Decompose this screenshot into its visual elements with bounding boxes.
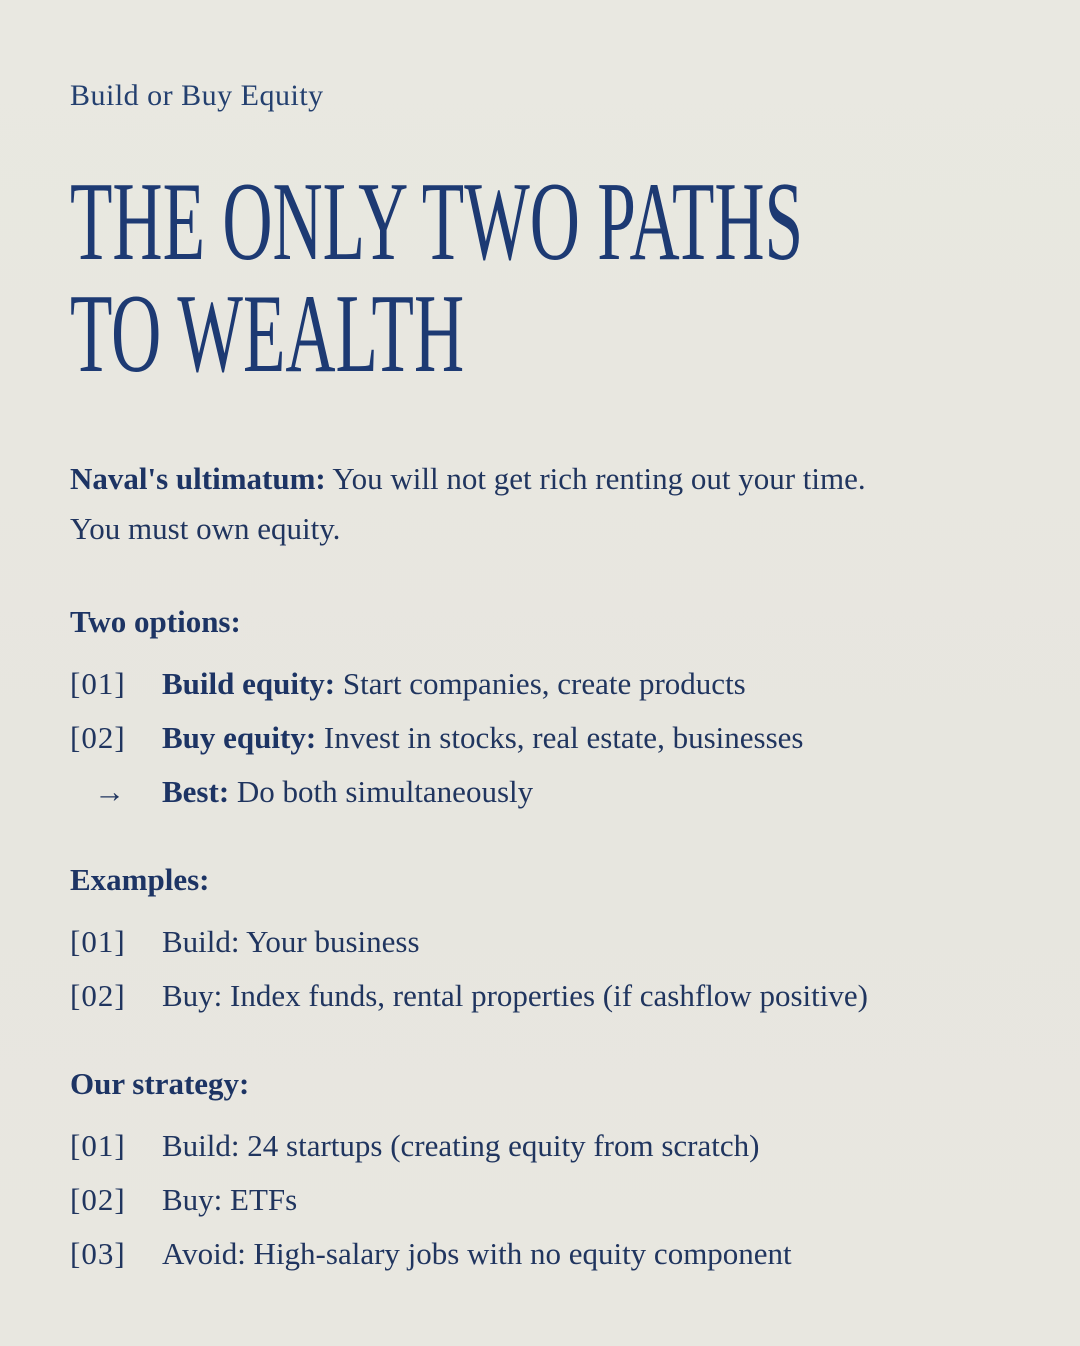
item-marker: [01]	[70, 1128, 126, 1163]
intro-text-line-1: You will not get rich renting out your time.	[325, 461, 866, 496]
item-marker: [02]	[70, 720, 126, 755]
section-our-strategy	[70, 1064, 1020, 1274]
list-item	[70, 1180, 1020, 1220]
arrow-right-icon: →	[94, 774, 125, 809]
intro-lead-in: Naval's ultimatum:	[70, 461, 326, 496]
item-marker: [03]	[70, 1236, 126, 1271]
title-line-1: THE ONLY TWO PATHS	[70, 160, 804, 284]
list-item	[70, 772, 1020, 812]
list-item	[70, 922, 1020, 962]
section-examples	[70, 860, 1020, 1016]
item-body: Buy: ETFs	[162, 1182, 298, 1217]
list-item	[70, 1234, 1020, 1274]
item-marker: [01]	[70, 666, 126, 701]
section-two-options	[70, 602, 1020, 812]
item-text	[162, 1234, 792, 1274]
title-line-2: TO WEALTH	[70, 272, 465, 396]
list-item	[70, 976, 1020, 1016]
item-text	[162, 976, 868, 1016]
item-lead-in: Buy equity:	[162, 720, 317, 755]
item-text	[162, 1126, 759, 1166]
intro-text-line-2: You must own equity.	[70, 511, 341, 546]
eyebrow-label: Build or Buy Equity	[70, 79, 324, 112]
page-title	[70, 160, 1020, 396]
item-body: Build: Your business	[162, 924, 420, 959]
item-text	[162, 772, 533, 812]
item-text	[162, 718, 803, 758]
item-body: Invest in stocks, real estate, businesses	[316, 720, 804, 755]
list-item	[70, 1126, 1020, 1166]
item-body: Do both simultaneously	[229, 774, 534, 809]
section-heading-two-options: Two options:	[70, 604, 241, 639]
list-item	[70, 718, 1020, 758]
section-heading-examples: Examples:	[70, 862, 210, 897]
item-body: Avoid: High-salary jobs with no equity component	[162, 1236, 792, 1271]
item-lead-in: Best:	[162, 774, 230, 809]
intro-paragraph	[70, 454, 1000, 554]
list-item	[70, 664, 1020, 704]
item-text	[162, 1180, 297, 1220]
item-marker: [01]	[70, 924, 126, 959]
section-heading-our-strategy: Our strategy:	[70, 1066, 250, 1101]
item-text	[162, 922, 420, 962]
item-body: Build: 24 startups (creating equity from scratch)	[162, 1128, 760, 1163]
item-body: Start companies, create products	[335, 666, 746, 701]
item-text	[162, 664, 746, 704]
item-marker: [02]	[70, 978, 126, 1013]
item-lead-in: Build equity:	[162, 666, 336, 701]
item-marker: [02]	[70, 1182, 126, 1217]
item-body: Buy: Index funds, rental properties (if cashflow positive)	[162, 978, 868, 1013]
